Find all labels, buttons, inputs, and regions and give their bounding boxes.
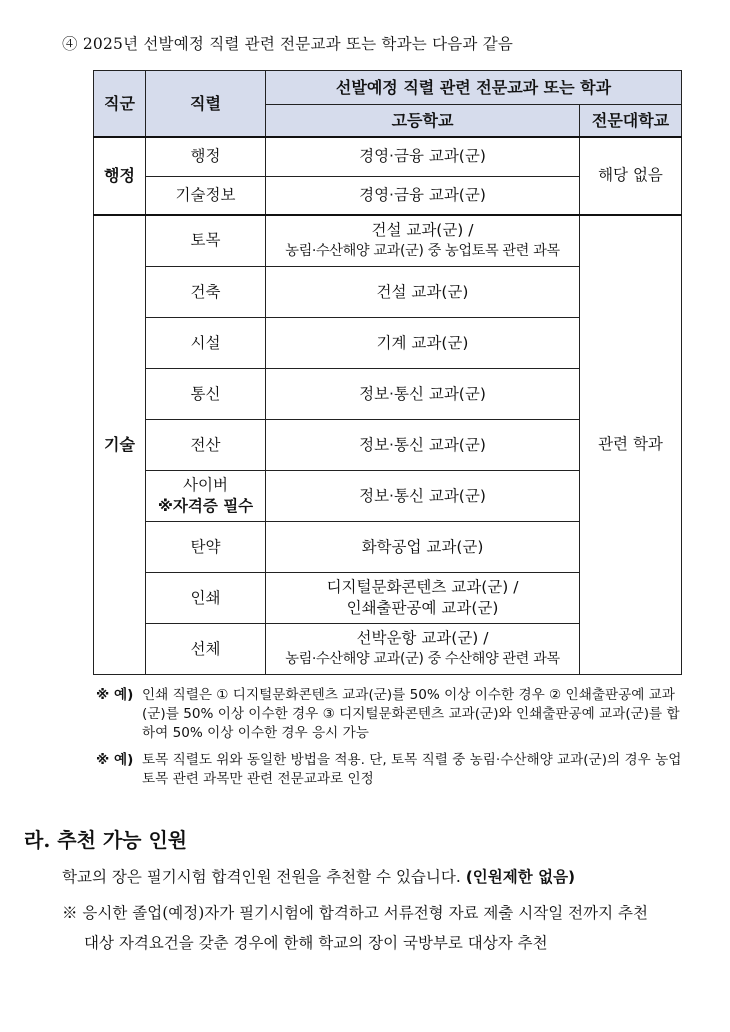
example-notes (96, 686, 686, 797)
series-cell: 시설 (146, 318, 266, 369)
series-cell (146, 471, 266, 522)
table-row (94, 215, 682, 267)
subject-cell: 기계 교과(군) (266, 318, 580, 369)
no-limit-note: (인원제한 없음) (465, 868, 576, 886)
series-cell: 인쇄 (146, 573, 266, 624)
header-college: 전문대학교 (580, 105, 682, 137)
subject-line: 농림·수산해양 교과(군) 중 수산해양 관련 과목 (285, 651, 560, 667)
series-cell: 선체 (146, 624, 266, 675)
header-series: 직렬 (146, 71, 266, 137)
group-tech: 기술 (94, 215, 146, 675)
series-cell: 토목 (146, 215, 266, 267)
subject-cell: 경영·금융 교과(군) (266, 177, 580, 215)
subject-line: 디지털문화콘텐츠 교과(군) / (326, 578, 519, 596)
recommend-paragraph (62, 865, 575, 887)
subject-cell: 화학공업 교과(군) (266, 522, 580, 573)
group-admin: 행정 (94, 137, 146, 215)
subject-cell: 정보·통신 교과(군) (266, 420, 580, 471)
note-item (96, 686, 686, 743)
intro-text: ④ 2025년 선발예정 직렬 관련 전문교과 또는 학과는 다음과 같음 (62, 35, 514, 53)
subject-cell: 건설 교과(군) (266, 267, 580, 318)
subject-line: 건설 교과(군) / (371, 220, 474, 239)
college-cell: 관련 학과 (580, 215, 682, 675)
note-item (96, 751, 686, 789)
certificate-note: ※자격증 필수 (157, 497, 254, 515)
subject-cell (266, 624, 580, 675)
series-cell: 기술정보 (146, 177, 266, 215)
recommend-text: 학교의 장은 필기시험 합격인원 전원을 추천할 수 있습니다. (62, 868, 461, 886)
subject-cell: 정보·통신 교과(군) (266, 471, 580, 522)
header-group: 직군 (94, 71, 146, 137)
recommend-note-line: 대상 자격요건을 갖춘 경우에 한해 학교의 장이 국방부로 대상자 추천 (84, 934, 548, 952)
college-cell: 해당 없음 (580, 137, 682, 215)
series-cell: 탄약 (146, 522, 266, 573)
subject-cell (266, 573, 580, 624)
header-subjects: 선발예정 직렬 관련 전문교과 또는 학과 (266, 71, 682, 105)
recommend-note (62, 898, 692, 958)
section-heading: 라. 추천 가능 인원 (24, 828, 188, 852)
subject-table (93, 70, 682, 675)
series-cell: 전산 (146, 420, 266, 471)
series-cell: 행정 (146, 137, 266, 177)
note-text: 토목 직렬도 위와 동일한 방법을 적용. 단, 토목 직렬 중 농림·수산해양 교과(군)의 경우 농업토목 관련 과목만 관련 전문교과로 인정 (142, 752, 682, 787)
subject-line: 농림·수산해양 교과(군) 중 농업토목 관련 과목 (285, 242, 560, 259)
recommend-note-line: ※ 응시한 졸업(예정)자가 필기시험에 합격하고 서류전형 자료 제출 시작일 전까지 추천 (62, 904, 648, 922)
series-line: 사이버 (183, 476, 228, 494)
note-mark: ※ 예) (96, 687, 134, 703)
header-highschool: 고등학교 (266, 105, 580, 137)
subject-cell (266, 215, 580, 267)
note-text: 인쇄 직렬은 ① 디지털문화콘텐츠 교과(군)를 50% 이상 이수한 경우 ② 인쇄출판공예 교과(군)를 50% 이상 이수한 경우 ③ 디지털문화콘텐츠 교과(군)와 인쇄출판공예 교과(군)를 합하여 50% 이상 이수한 경우 응시 가능 (142, 687, 680, 741)
subject-line: 인쇄출판공예 교과(군) (346, 599, 499, 617)
subject-line: 선박운항 교과(군) / (356, 629, 489, 647)
note-mark: ※ 예) (96, 752, 134, 768)
table-row (94, 137, 682, 177)
subject-cell: 경영·금융 교과(군) (266, 137, 580, 177)
series-cell: 건축 (146, 267, 266, 318)
series-cell: 통신 (146, 369, 266, 420)
subject-cell: 정보·통신 교과(군) (266, 369, 580, 420)
